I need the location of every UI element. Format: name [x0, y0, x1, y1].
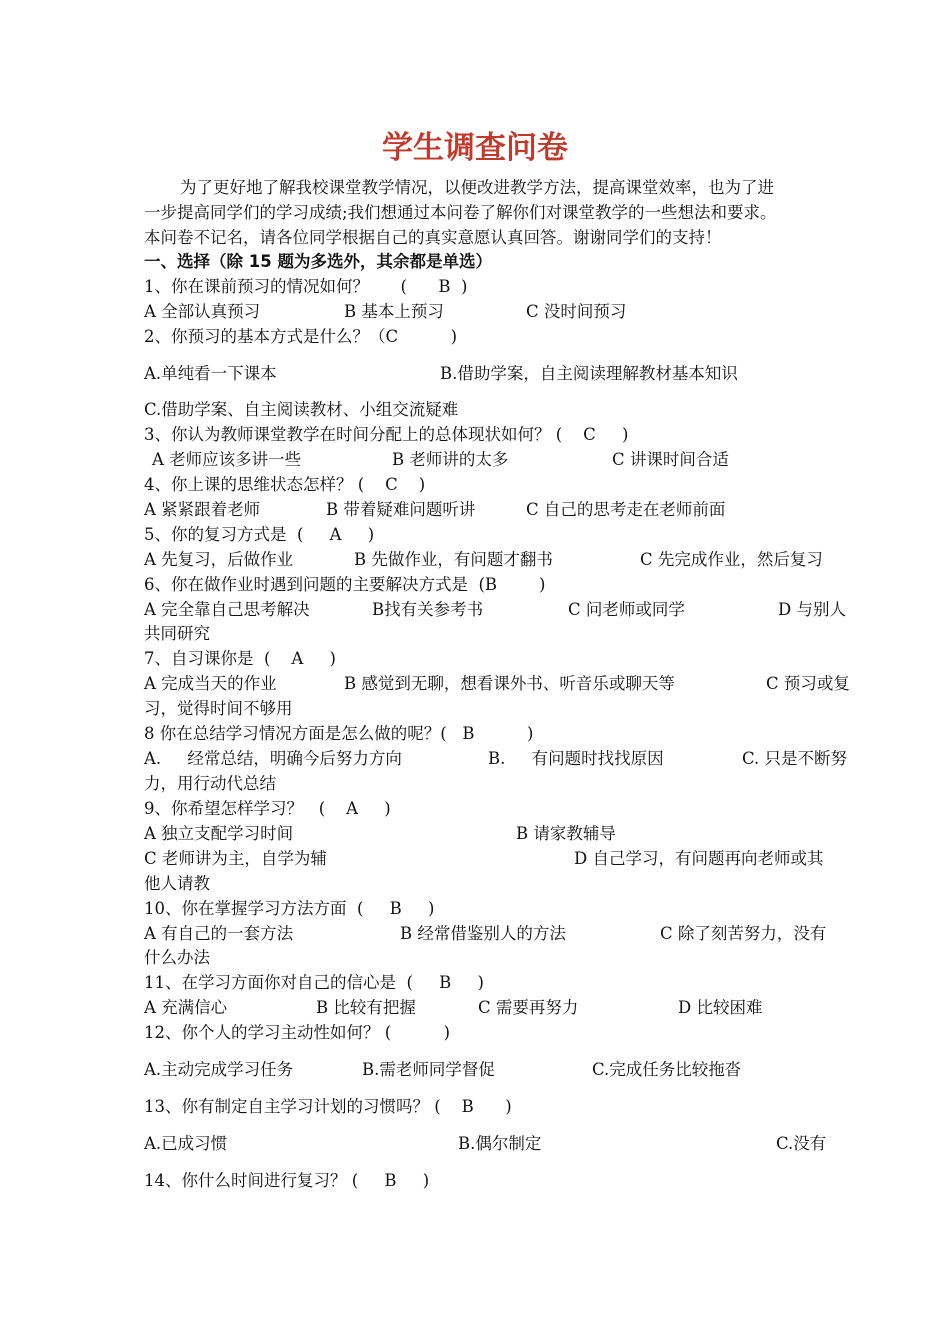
option-b: B.借助学案，自主阅读理解教材基本知识: [440, 364, 738, 383]
option-b: B 先做作业，有问题才翻书: [354, 550, 553, 569]
option-a: A 全部认真预习: [144, 302, 261, 321]
option-b: B 比较有把握: [316, 998, 416, 1017]
option-a: A 独立支配学习时间: [144, 824, 294, 843]
option-b: B 带着疑难问题听讲: [326, 500, 476, 519]
option-c: C 讲课时间合适: [612, 450, 729, 469]
question-10: 10、你在掌握学习方法方面 ( B ): [144, 899, 435, 918]
option-b: B 基本上预习: [344, 302, 444, 321]
question-12: 12、你个人的学习主动性如何？ ( ): [144, 1023, 451, 1042]
question-5: 5、你的复习方式是 ( A ): [144, 525, 375, 544]
intro-line-3: 本问卷不记名，请各位同学根据自己的真实意愿认真回答。谢谢同学们的支持！: [144, 228, 722, 247]
option-c-continued: 习，觉得时间不够用: [144, 699, 293, 718]
option-c: C 除了刻苦努力，没有: [660, 924, 827, 943]
option-a: A 充满信心: [144, 998, 228, 1017]
option-c: C 问老师或同学: [568, 600, 685, 619]
option-c-continued: 力，用行动代总结: [144, 774, 276, 793]
intro-line-2: 一步提高同学们的学习成绩;我们想通过本问卷了解你们对课堂教学的一些想法和要求。: [144, 203, 777, 222]
option-d: D 自己学习，有问题再向老师或其: [574, 849, 824, 868]
option-c: C 预习或复: [766, 674, 850, 693]
option-c: C 需要再努力: [478, 998, 579, 1017]
option-c: C.借助学案、自主阅读教材、小组交流疑难: [144, 400, 459, 419]
option-a: A 老师应该多讲一些: [152, 450, 302, 469]
option-b: B 感觉到无聊，想看课外书、听音乐或聊天等: [344, 674, 675, 693]
option-b: B.偶尔制定: [458, 1134, 542, 1153]
page-title: 学生调查问卷: [382, 130, 568, 166]
option-d: D 比较困难: [678, 998, 763, 1017]
question-3: 3、你认为教师课堂教学在时间分配上的总体现状如何？ ( C ): [144, 425, 629, 444]
question-11: 11、在学习方面你对自己的信心是 ( B ): [144, 973, 484, 992]
option-a: A.已成习惯: [144, 1134, 228, 1153]
option-b: B 老师讲的太多: [392, 450, 509, 469]
question-14: 14、你什么时间进行复习？ ( B ): [144, 1171, 430, 1190]
question-9: 9、你希望怎样学习？ ( A ): [144, 799, 391, 818]
question-1: 1、你在课前预习的情况如何？ ( B ): [144, 277, 468, 296]
option-a: A. 经常总结，明确今后努力方向: [144, 749, 402, 768]
option-b: B 经常借鉴别人的方法: [400, 924, 566, 943]
option-b: B 请家教辅导: [516, 824, 616, 843]
option-b: B.需老师同学督促: [362, 1060, 495, 1079]
option-c: C.完成任务比较拖沓: [592, 1060, 742, 1079]
option-c: C. 只是不断努: [742, 749, 848, 768]
option-b: B找有关参考书: [372, 600, 484, 619]
option-d-continued: 他人请教: [144, 874, 210, 893]
option-c-continued: 什么办法: [144, 948, 210, 967]
question-7: 7、自习课你是 ( A ): [144, 649, 336, 668]
intro-line-1: 为了更好地了解我校课堂教学情况，以便改进教学方法，提高课堂效率，也为了进: [180, 178, 774, 197]
option-a: A 先复习，后做作业: [144, 550, 294, 569]
option-b: B. 有问题时找找原因: [488, 749, 664, 768]
option-c: C 没时间预习: [526, 302, 627, 321]
option-c: C 自己的思考走在老师前面: [526, 500, 726, 519]
question-4: 4、你上课的思维状态怎样？ ( C ): [144, 475, 426, 494]
question-13: 13、你有制定自主学习计划的习惯吗？ ( B ): [144, 1097, 512, 1116]
section-heading: 一、选择（除 15 题为多选外，其余都是单选）: [144, 252, 492, 271]
option-c: C 老师讲为主，自学为辅: [144, 849, 327, 868]
option-a: A.单纯看一下课本: [144, 364, 277, 383]
option-a: A 完全靠自己思考解决: [144, 600, 310, 619]
option-a: A 有自己的一套方法: [144, 924, 294, 943]
option-c: C.没有: [776, 1134, 827, 1153]
question-8: 8 你在总结学习情况方面是怎么做的呢？( B ): [144, 724, 534, 743]
option-a: A 紧紧跟着老师: [144, 500, 261, 519]
question-6: 6、你在做作业时遇到问题的主要解决方式是 (B ): [144, 575, 546, 594]
option-c: C 先完成作业，然后复习: [640, 550, 823, 569]
option-d: D 与别人: [778, 600, 846, 619]
option-d-continued: 共同研究: [144, 624, 210, 643]
question-2: 2、你预习的基本方式是什么？（C ): [144, 327, 458, 346]
option-a: A.主动完成学习任务: [144, 1060, 294, 1079]
option-a: A 完成当天的作业: [144, 674, 277, 693]
